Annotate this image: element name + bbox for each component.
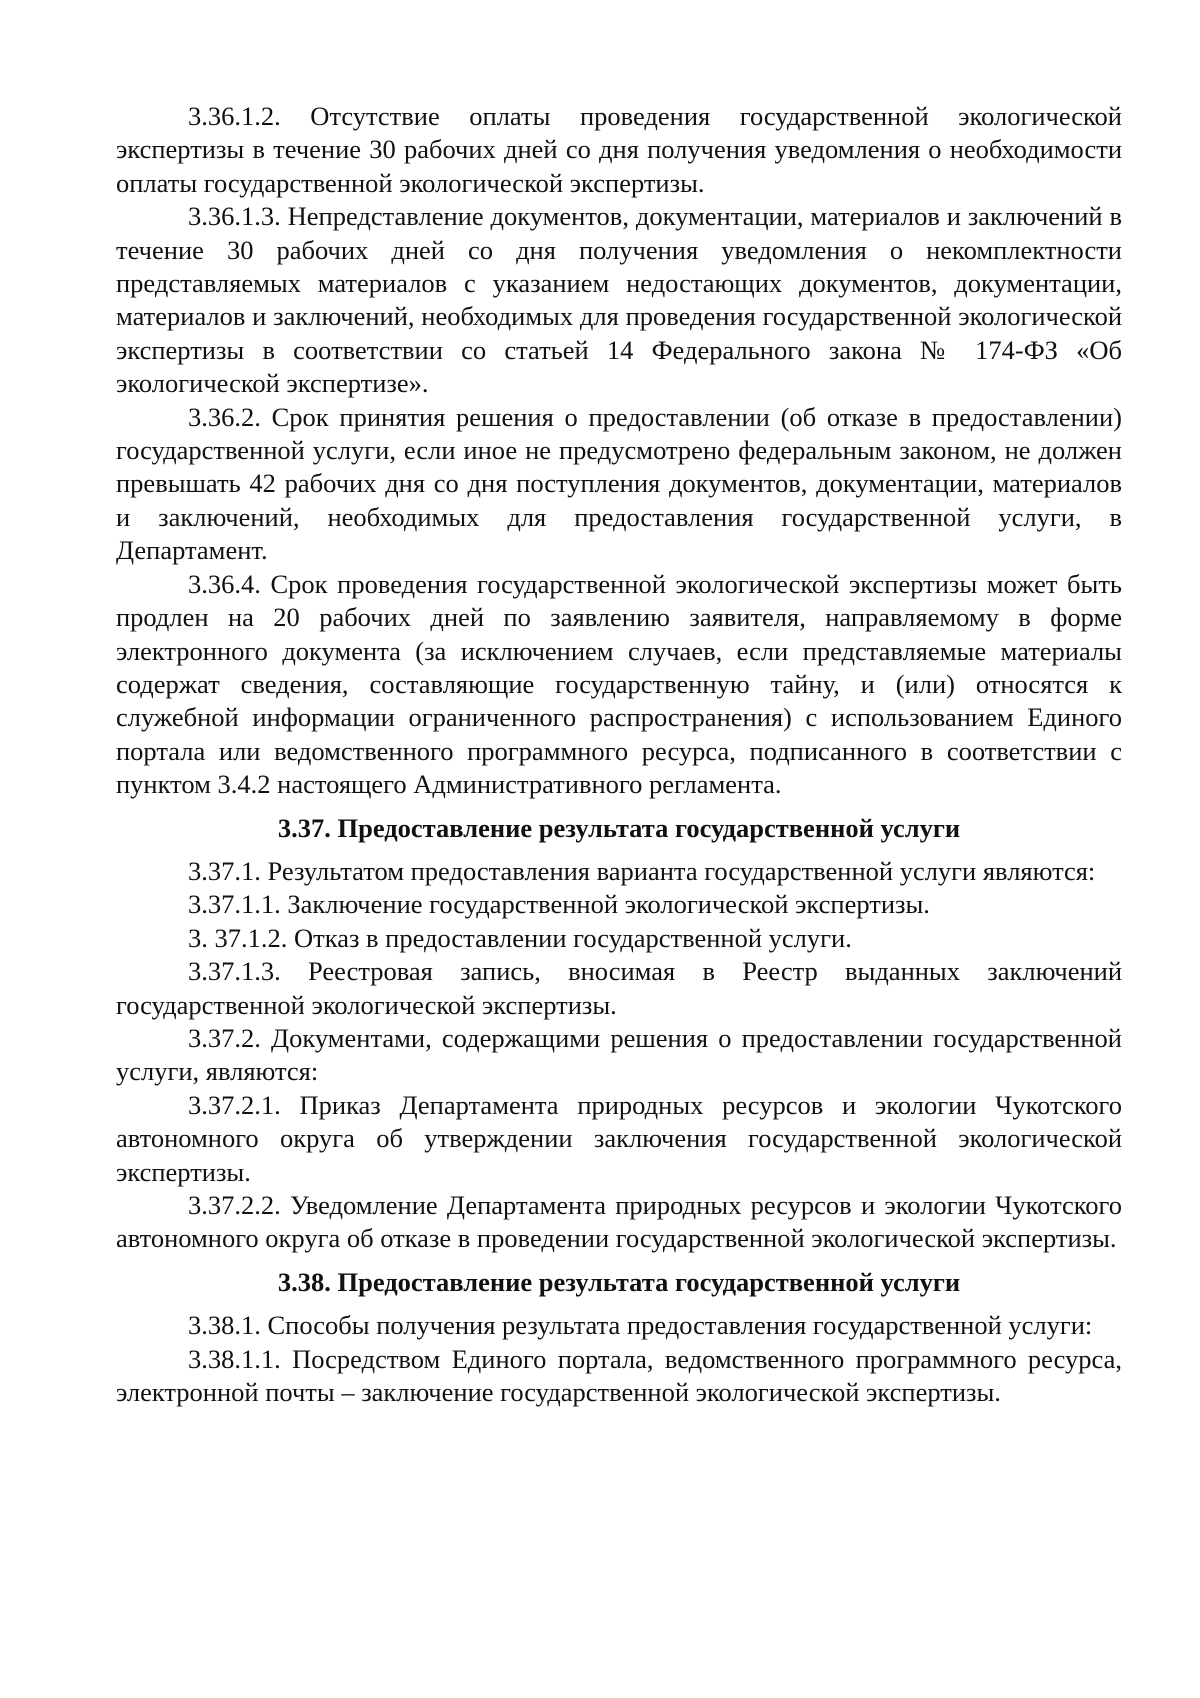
paragraph-3-37-2: 3.37.2. Документами, содержащими решения о предоставлении государственной услуги, являются: <box>116 1022 1122 1087</box>
paragraph-3-37-1-3: 3.37.1.3. Реестровая запись, вносимая в Реестр выданных заключений государственной экологической экспертизы. <box>116 956 1122 1020</box>
paragraph-3-38-1-1: 3.38.1.1. Посредством Единого портала, ведомственного программного ресурса, электронной почты – заключение государственной экологической экспертизы. <box>116 1343 1122 1408</box>
section-heading-3-38: 3.38. Предоставление результата государственной услуги <box>277 1266 961 1297</box>
paragraph-3-37-2-1: 3.37.2.1. Приказ Департамента природных ресурсов и экологии Чукотского автономного округа об утверждении заключения государственной экологической экспертизы. <box>116 1089 1122 1187</box>
paragraph-3-36-4: 3.36.4. Срок проведения государственной экологической экспертизы может быть продлен на 20 рабочих дней по заявлению заявителя, направляемому в форме электронного документа (за исключением случаев, если представляемые материалы содержат сведения, составляющие государственную тайну, и (или) относятся к служебной информации ограниченного распространения) с использованием Единого портала или ведомственного программного ресурса, подписанного в соответствии с пунктом 3.4.2 настоящего Административного регламента. <box>116 568 1122 800</box>
document-page <box>116 100 1122 1409</box>
paragraph-3-38-1: 3.38.1. Способы получения результата предоставления государственной услуги: <box>188 1310 1093 1341</box>
paragraph-3-37-1-2: 3. 37.1.2. Отказ в предоставлении государственной услуги. <box>188 922 852 953</box>
paragraph-3-37-2-2: 3.37.2.2. Уведомление Департамента природных ресурсов и экологии Чукотского автономного округа об отказе в проведении государственной экологической экспертизы. <box>116 1190 1122 1254</box>
paragraph-3-37-1: 3.37.1. Результатом предоставления варианта государственной услуги являются: <box>188 855 1096 886</box>
paragraph-3-36-1-2: 3.36.1.2. Отсутствие оплаты проведения государственной экологической экспертизы в течение 30 рабочих дней со дня получения уведомления о необходимости оплаты государственной экологической экспертизы. <box>116 101 1122 198</box>
section-heading-3-37: 3.37. Предоставление результата государственной услуги <box>277 812 961 843</box>
paragraph-3-36-1-3: 3.36.1.3. Непредставление документов, документации, материалов и заключений в течение 30 рабочих дней со дня получения уведомления о некомплектности представляемых материалов с указанием недостающих документов, документации, материалов и заключений, необходимых для проведения государственной экологической экспертизы в соответствии со статьей 14 Федерального закона № 174-ФЗ «Об экологической экспертизе». <box>116 201 1122 399</box>
paragraph-3-37-1-1: 3.37.1.1. Заключение государственной экологической экспертизы. <box>188 889 930 920</box>
paragraph-3-36-2: 3.36.2. Срок принятия решения о предоставлении (об отказе в предоставлении) государственной услуги, если иное не предусмотрено федеральным законом, не должен превышать 42 рабочих дня со дня поступления документов, документации, материалов и заключений, необходимых для предоставления государственной услуги, в Департамент. <box>116 401 1122 566</box>
